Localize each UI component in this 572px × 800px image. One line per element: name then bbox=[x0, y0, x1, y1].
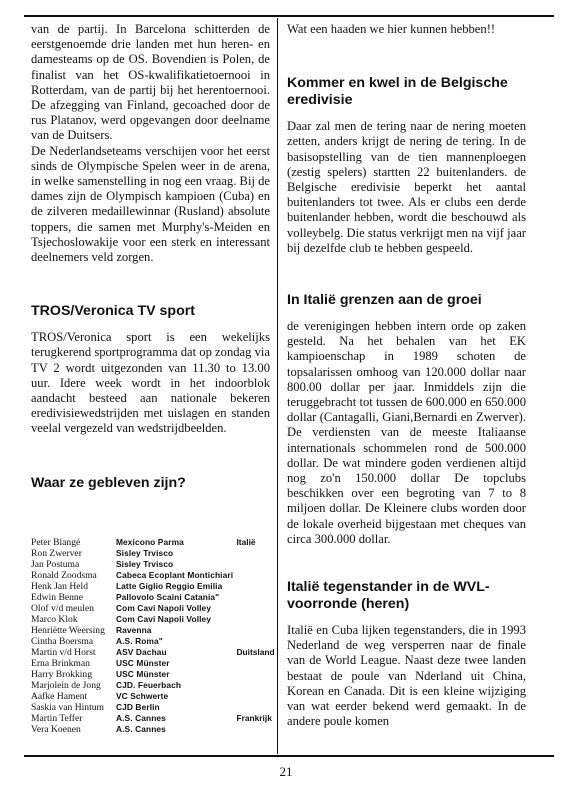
player-row bbox=[31, 691, 276, 702]
player-country bbox=[236, 625, 276, 636]
paragraph: Italië en Cuba lijken tegenstanders, die in 1993 Nederland de weg versperren naar de finale van de World League. Naast deze twee landen bestaat de poule van Nderland uit China, Korean en Canada. Dit is een kleine wijziging van wat eerder bekend werd gemaakt. In de andere poule komen bbox=[287, 623, 526, 729]
player-country: Duitsland bbox=[236, 647, 275, 657]
player-country bbox=[236, 636, 276, 647]
player-country bbox=[236, 680, 276, 691]
player-row bbox=[31, 559, 276, 570]
player-row bbox=[31, 680, 276, 691]
player-club: USC Münster bbox=[115, 658, 170, 668]
player-country bbox=[236, 592, 276, 603]
player-club: CJD. Feuerbach bbox=[115, 680, 182, 690]
player-country bbox=[236, 724, 276, 735]
page-number: 21 bbox=[279, 764, 293, 779]
left-column bbox=[31, 22, 270, 492]
player-name: Henriëtte Weersing bbox=[31, 625, 105, 636]
paragraph: Daar zal men de tering naar de nering moeten zetten, anders krijgt de nering de tering. In de basisopstelling van de tien mannenploegen (zestig spelers) startten 22 buitenlanders. de Belgische eredivisie beperkt het aantal buitenlanders tot twee. Als er clubs een derde buitenlander hebben, wordt die beschouwd als volleybelg. Die status verkrijgt men na vijf jaar bij dezelfde club te hebben gespeeld. bbox=[287, 119, 526, 255]
player-country: Frankrijk bbox=[236, 713, 272, 723]
player-club: Ravenna bbox=[115, 625, 152, 635]
player-club: Mexicono Parma bbox=[115, 537, 184, 547]
player-country bbox=[236, 658, 276, 669]
player-country bbox=[236, 603, 276, 614]
player-row bbox=[31, 724, 276, 735]
player-name: Jan Postuma bbox=[31, 559, 80, 570]
player-country bbox=[236, 570, 276, 581]
player-name: Aafke Hament bbox=[31, 691, 88, 702]
player-name: Harry Brokking bbox=[31, 669, 93, 680]
player-club: Com Cavi Napoli Volley bbox=[115, 614, 212, 624]
player-row bbox=[31, 548, 276, 559]
player-club: VC Schwerte bbox=[115, 691, 169, 701]
player-country bbox=[236, 559, 276, 570]
player-club: A.S. Cannes bbox=[115, 713, 166, 723]
player-club: ASV Dachau bbox=[115, 647, 167, 657]
player-name: Martin v/d Horst bbox=[31, 647, 96, 658]
player-club: USC Münster bbox=[115, 669, 170, 679]
player-country bbox=[236, 614, 276, 625]
paragraph: van de partij. In Barcelona schitterden de eerstgenoemde drie landen met hun heren- en damesteams op de OS. Bovendien is Polen, de finalist van het OS-kwalifikatietoernooi in Rotterdam, van de partij bij het herentoernooi. De afzegging van Finland, gecoached door de rus Platanov, werd opgevangen door deelname van de Duitsers. bbox=[31, 22, 270, 143]
player-club-table bbox=[31, 537, 276, 735]
player-club: A.S. Cannes bbox=[115, 724, 166, 734]
heading-tros-veronica: TROS/Veronica TV sport bbox=[31, 303, 195, 320]
player-name: Martin Teffer bbox=[31, 713, 83, 724]
player-name: Saskia van Hintum bbox=[31, 702, 105, 713]
player-row bbox=[31, 647, 276, 658]
player-name: Ron Zwerver bbox=[31, 548, 82, 559]
right-column bbox=[287, 22, 526, 730]
top-rule bbox=[24, 15, 554, 17]
player-name: Olof v/d meulen bbox=[31, 603, 94, 614]
player-row bbox=[31, 537, 276, 548]
paragraph: TROS/Veronica sport is een wekelijks terugkerend sportprogramma dat op zondag via TV 2 wordt uitgezonden van 11.30 to 13.00 uur. Idere week wordt in het indoorblok aandacht besteed aan nationale bekeren eredivisiewedstrijden met uislagen en standen veelal vergezeld van wedstrijdbeelden. bbox=[31, 330, 270, 436]
player-row bbox=[31, 625, 276, 636]
paragraph: Wat een haaden we hier kunnen hebben!! bbox=[287, 22, 496, 36]
player-club: Sisley Trvisco bbox=[115, 548, 174, 558]
player-club: CJD Berlin bbox=[115, 702, 160, 712]
player-name: Henk Jan Held bbox=[31, 581, 89, 592]
column-divider bbox=[277, 18, 278, 754]
player-country: Italië bbox=[236, 537, 256, 547]
player-row bbox=[31, 658, 276, 669]
player-club: Com Cavi Napoli Volley bbox=[115, 603, 212, 613]
player-name: Edwin Benne bbox=[31, 592, 83, 603]
player-row bbox=[31, 702, 276, 713]
player-row bbox=[31, 636, 276, 647]
player-country bbox=[236, 691, 276, 702]
player-name: Marco Klok bbox=[31, 614, 78, 625]
heading-wvl-voorronde: Italië tegenstander in de WVL-voorronde (heren) bbox=[287, 579, 490, 613]
player-club: Pallovolo Scaini Catania" bbox=[115, 592, 220, 602]
player-row bbox=[31, 614, 276, 625]
player-row bbox=[31, 603, 276, 614]
player-name: Marjolein de Jong bbox=[31, 680, 101, 691]
player-country bbox=[236, 702, 276, 713]
player-club: A.S. Roma" bbox=[115, 636, 163, 646]
player-name: Peter Blangé bbox=[31, 537, 81, 548]
heading-italie-groei: In Italië grenzen aan de groei bbox=[287, 292, 482, 309]
player-row bbox=[31, 592, 276, 603]
player-row bbox=[31, 669, 276, 680]
paragraph: de verenigingen hebben intern orde op zaken gesteld. Na het behalen van het EK kampioenschap in 1989 schoten de topsalarissen omhoog van 120.000 dollar naar 800.00 dollar per jaar. Inmiddels zijn die teruggebracht tot tussen de 600.000 en 650.000 dollar (Cantagalli, Giani,Bernardi en Zwerver). De verdiensten van de meeste Italiaanse internationals schommelen rond de 500.000 dollar. De wat mindere goden verdienen altijd nog zo'n 150.000 dollar De topclubs beschikken over een begroting van 7 to 8 miljoen dollar. De Kleinere clubs worden door de lokale overheid bijgestaan met cheques van circa 300.000 dollar. bbox=[287, 319, 526, 546]
player-country bbox=[236, 581, 276, 592]
player-club: Latte Giglio Reggio Emilia bbox=[115, 581, 223, 591]
player-name: Vera Koenen bbox=[31, 724, 81, 735]
heading-waar-ze-gebleven: Waar ze gebleven zijn? bbox=[31, 474, 186, 491]
player-club: Cabeca Ecoplant Montichiari bbox=[115, 570, 234, 580]
heading-belgische-eredivisie: Kommer en kwel in de Belgische eredivisie bbox=[287, 75, 508, 109]
player-name: Erna Brinkman bbox=[31, 658, 90, 669]
player-club: Sisley Trvisco bbox=[115, 559, 174, 569]
player-country bbox=[236, 669, 276, 680]
player-row bbox=[31, 713, 276, 724]
bottom-rule bbox=[24, 755, 554, 757]
player-name: Cintha Boersma bbox=[31, 636, 94, 647]
player-country bbox=[236, 548, 276, 559]
player-row bbox=[31, 570, 276, 581]
player-row bbox=[31, 581, 276, 592]
player-name: Ronald Zoodsma bbox=[31, 570, 97, 581]
paragraph: De Nederlandseteams verschijen voor het eerst sinds de Olympische Spelen weer in de arena, in welke samenstelling in nog een vraag. Bij de dames zijn de Olympisch kampioen (Cuba) en de zilveren medaillewinnar (Rusland) absolute toppers, die samen met Murphy's-Meiden en Tsjechoslowakije voor een sterk en interessant deelnemers veld zorgen. bbox=[31, 143, 270, 265]
